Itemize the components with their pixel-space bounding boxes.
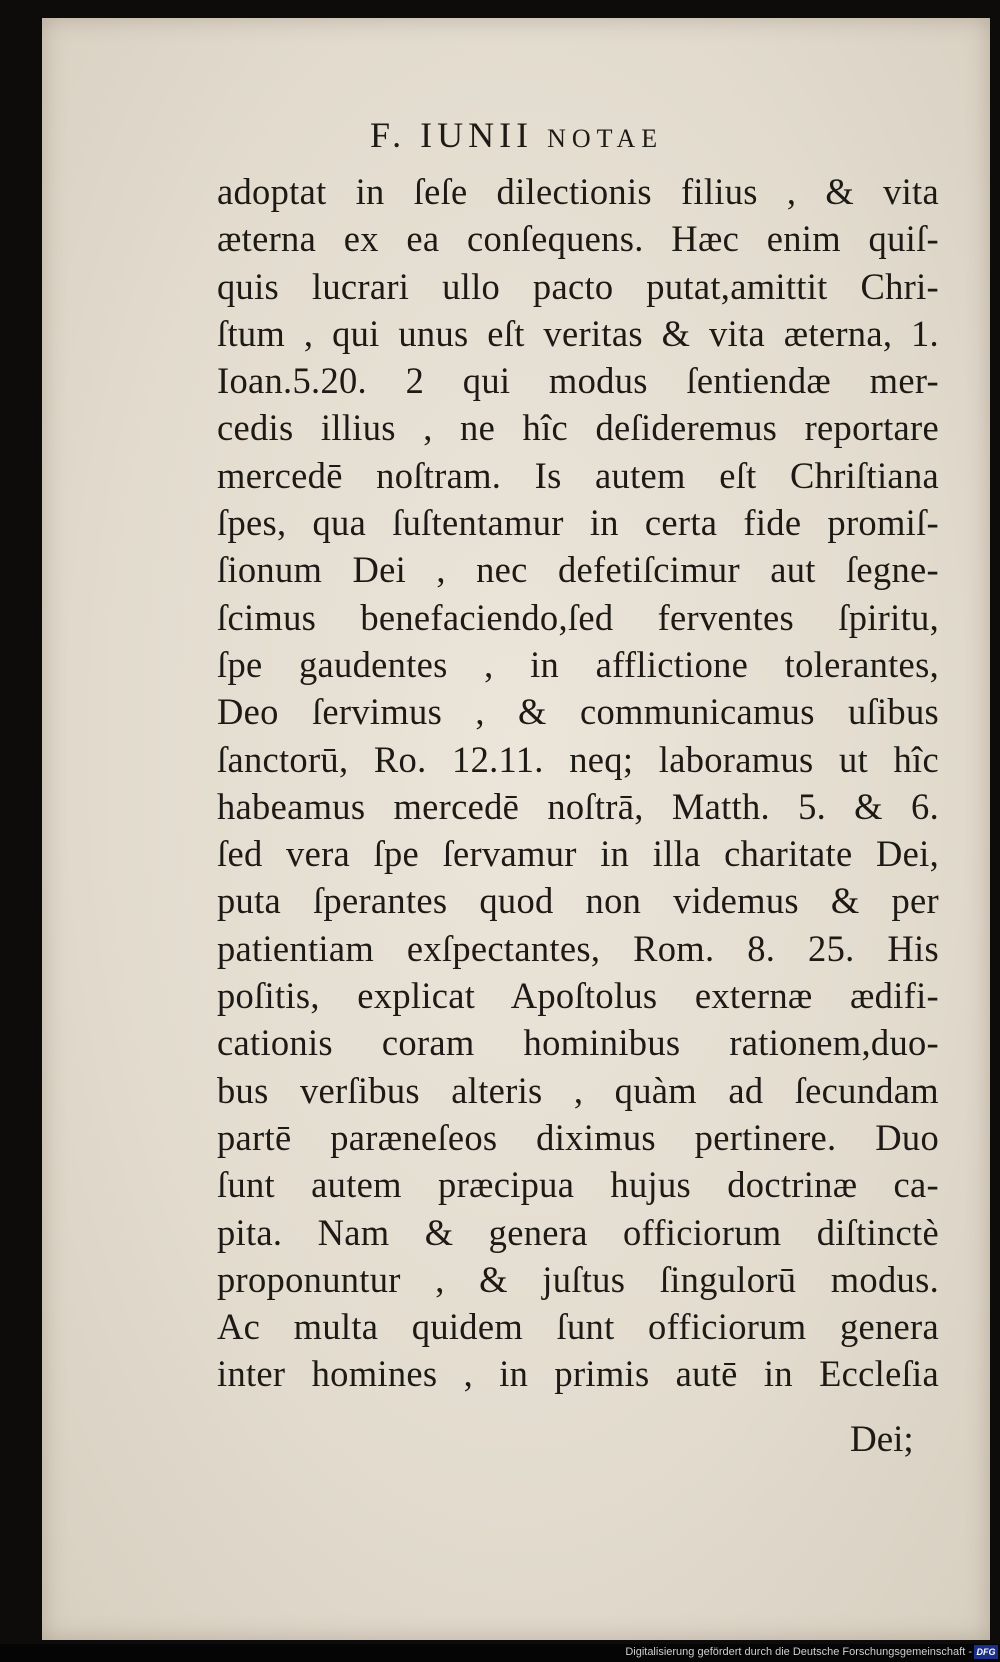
text-line: ſpe gaudentes , in afflictione tolerantes, <box>217 643 939 685</box>
text-line: habeamus mercedē noſtrā, Matth. 5. & 6. <box>217 785 939 827</box>
text-line: ſanctorū, Ro. 12.11. neq; laboramus ut hîc <box>217 738 939 780</box>
text-line: adoptat in ſeſe dilectionis filius , & vita <box>217 171 939 212</box>
dfg-logo-icon: DFG <box>974 1645 998 1659</box>
text-line: quis lucrari ullo pacto putat,amittit Chri- <box>217 265 939 307</box>
catchword: Dei; <box>850 1419 914 1460</box>
running-head-notae: NOTAE <box>547 124 664 153</box>
text-line: puta ſperantes quod non videmus & per <box>217 880 939 922</box>
text-line: proponuntur , & juſtus ſingulorū modus. <box>217 1258 939 1300</box>
text-line: Deo ſervimus , & communicamus uſibus <box>217 691 939 733</box>
text-line: partē paræneſeos diximus pertinere. Duo <box>217 1116 939 1158</box>
text-line: ſcimus benefaciendo,ſed ferventes ſpiritu, <box>217 596 939 638</box>
digitization-credit: Digitalisierung gefördert durch die Deutsche Forschungsgemeinschaft - <box>625 1646 972 1658</box>
text-line: cedis illius , ne hîc deſideremus reportare <box>217 407 939 449</box>
text-line: ſtum , qui unus eſt veritas & vita æterna, 1. <box>217 312 939 354</box>
text-line: Ioan.5.20. 2 qui modus ſentiendæ mer- <box>217 360 939 402</box>
text-line: patientiam exſpectantes, Rom. 8. 25. His <box>217 927 939 969</box>
running-head <box>370 114 663 156</box>
text-line: mercedē noſtram. Is autem eſt Chriſtiana <box>217 454 939 496</box>
text-line: ſionum Dei , nec defetiſcimur aut ſegne- <box>217 549 939 591</box>
text-line: inter homines , in primis autē in Eccleſia <box>217 1353 939 1395</box>
running-head-title: F. IUNII <box>370 115 534 155</box>
text-line: ſpes, qua ſuſtentamur in certa fide promiſ- <box>217 502 939 544</box>
body-text <box>217 168 939 1398</box>
text-line: poſitis, explicat Apoſtolus externæ ædifi- <box>217 975 939 1017</box>
text-line: pita. Nam & genera officiorum diſtinctè <box>217 1211 939 1253</box>
text-line: ſed vera ſpe ſervamur in illa charitate Dei, <box>217 833 939 875</box>
text-line: Ac multa quidem ſunt officiorum genera <box>217 1306 939 1348</box>
text-line: bus verſibus alteris , quàm ad ſecundam <box>217 1069 939 1111</box>
text-line: æterna ex ea conſequens. Hæc enim quiſ- <box>217 218 939 260</box>
text-line: ſunt autem præcipua hujus doctrinæ ca- <box>217 1164 939 1206</box>
text-line: cationis coram hominibus rationem,duo- <box>217 1022 939 1064</box>
